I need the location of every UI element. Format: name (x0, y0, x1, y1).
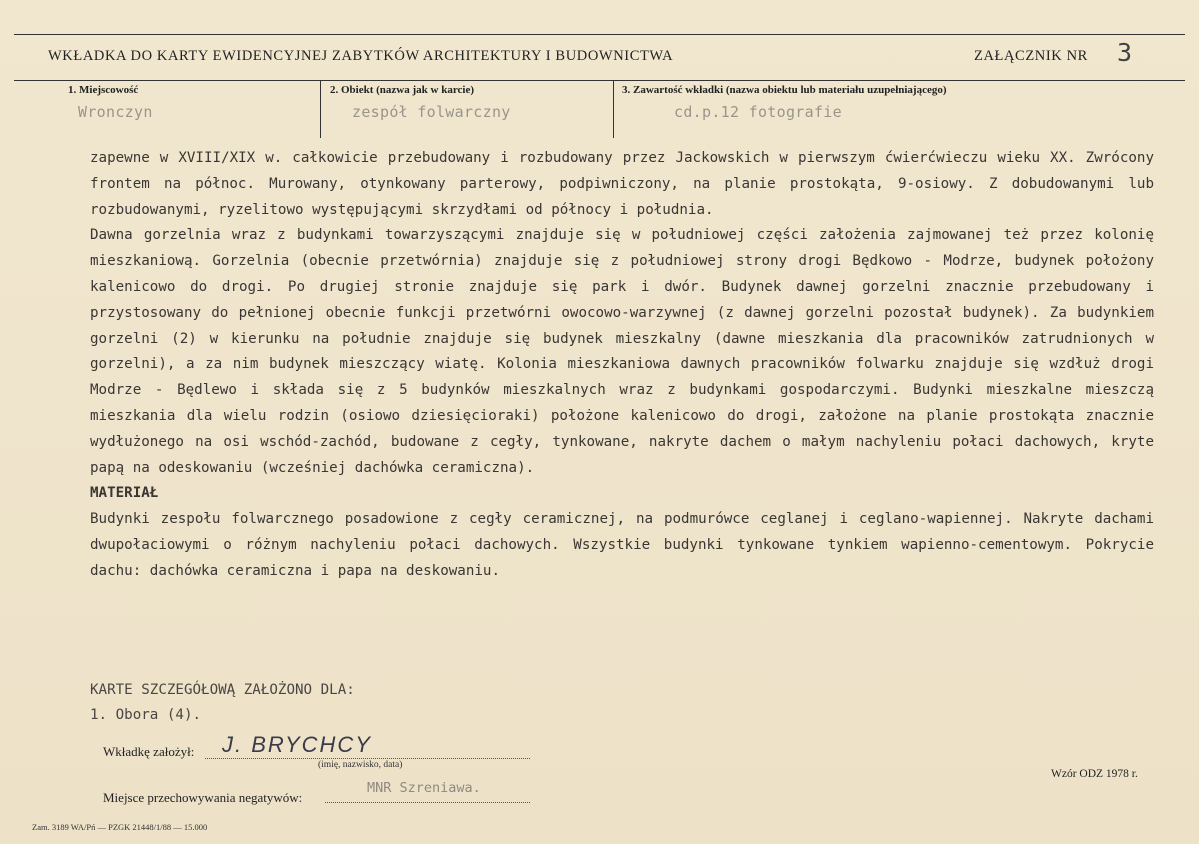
attachment-number: 3 (1117, 38, 1133, 67)
material-heading: MATERIAŁ (90, 485, 159, 502)
content-value: cd.p.12 fotografie (674, 103, 842, 121)
document-title: WKŁADKA DO KARTY EWIDENCYJNEJ ZABYTKÓW ARCHITEKTURY I BUDOWNICTWA (48, 48, 674, 64)
negatives-label: Miejsce przechowywania negatywów: (103, 790, 303, 805)
founded-by-line (205, 758, 530, 759)
content-label: 3. Zawartość wkładki (nazwa obiektu lub materiału uzupełniającego) (622, 84, 947, 96)
detail-cards-label: KARTE SZCZEGÓŁOWĄ ZAŁOŻONO DLA: (90, 682, 355, 698)
founded-by-label: Wkładkę założył: (103, 744, 195, 759)
negatives-line (325, 802, 530, 803)
object-value: zespół folwarczny (352, 103, 511, 121)
locality-value: Wronczyn (78, 103, 153, 121)
locality-label: 1. Miejscowość (68, 84, 139, 96)
field-divider-1 (320, 80, 321, 138)
attachment-label: ZAŁĄCZNIK NR (974, 48, 1088, 64)
negatives-value: MNR Szreniawa. (367, 780, 481, 796)
fields-rule (14, 80, 1185, 81)
paragraph-distillery: Dawna gorzelnia wraz z budynkami towarzyszącymi znajduje się w południowej części założenia zajmowanej też przez kolonię mieszkaniową. Gorzelnia (obecnie przetwórnia) znajduje się z południowej strony drogi Będkowo - Modrze, budynek położony kalenicowo do drogi. Po drugiej stronie znajduje się park i dwór. Budynek dawnej gorzelni znacznie przebudowany i przystosowany do pełnionej obecnie funkcji przetwórni owocowo-warzywnej (z dawnej gorzelni pozostał budynek). Za budynkiem gorzelni (2) w kierunku na południe znajduje się budynek mieszkalny (dawne mieszkania dla pracowników zatrudnionych w gorzelni), a za nim budynek mieszczący wiatę. Kolonia mieszkaniowa dawnych pracowników folwarku znajduje się wzdłuż drogi Modrze - Będlewo i składa się z 5 budynków mieszkalnych wraz z budynkami gospodarczymi. Budynki mieszkalne mieszczą mieszkania dla wielu rodzin (osiowo dziesięcioraki) położone kalenicowo do drogi, założone na planie prostokąta znacznie wydłużonego na osi wschód-zachód, budowane z cegły, tynkowane, nakryte dachem o małym nachyleniu połaci dachowych, kryte papą na odeskowaniu (wcześniej dachówka ceramiczna). (90, 227, 1154, 476)
paragraph-material: Budynki zespołu folwarcznego posadowione z cegły ceramicznej, na podmurówce ceglanej i ceglano-wapiennej. Nakryte dachami dwupołaciowymi o różnym nachyleniu połaci dachowych. Wszystkie budynki tynkowane tynkiem wapienno-cementowym. Pokrycie dachu: dachówka ceramiczna i papa na deskowaniu. (90, 511, 1154, 579)
field-divider-2 (613, 80, 614, 138)
paragraph-history: zapewne w XVIII/XIX w. całkowicie przebudowany i rozbudowany przez Jackowskich w pierwszym ćwierćwieczu wieku XX. Zwrócony frontem na północ. Murowany, otynkowany parterowy, podpiwniczony, na planie prostokąta, 9-osiowy. Z dobudowanymi lub rozbudowanymi, ryzelitowo występującymi skrzydłami od północy i południa. (90, 150, 1154, 218)
body-text (90, 146, 1154, 585)
detail-cards-item: 1. Obora (4). (90, 707, 202, 723)
print-info: Zam. 3189 WA/Pń — PZGK 21448/1/88 — 15.000 (32, 822, 208, 832)
form-pattern: Wzór ODZ 1978 r. (1051, 768, 1138, 780)
top-rule (14, 34, 1185, 35)
founded-by-signature: J. BRYCHCY (222, 732, 372, 757)
object-label: 2. Obiekt (nazwa jak w karcie) (330, 84, 475, 96)
founded-by-hint: (imię, nazwisko, data) (318, 760, 403, 770)
